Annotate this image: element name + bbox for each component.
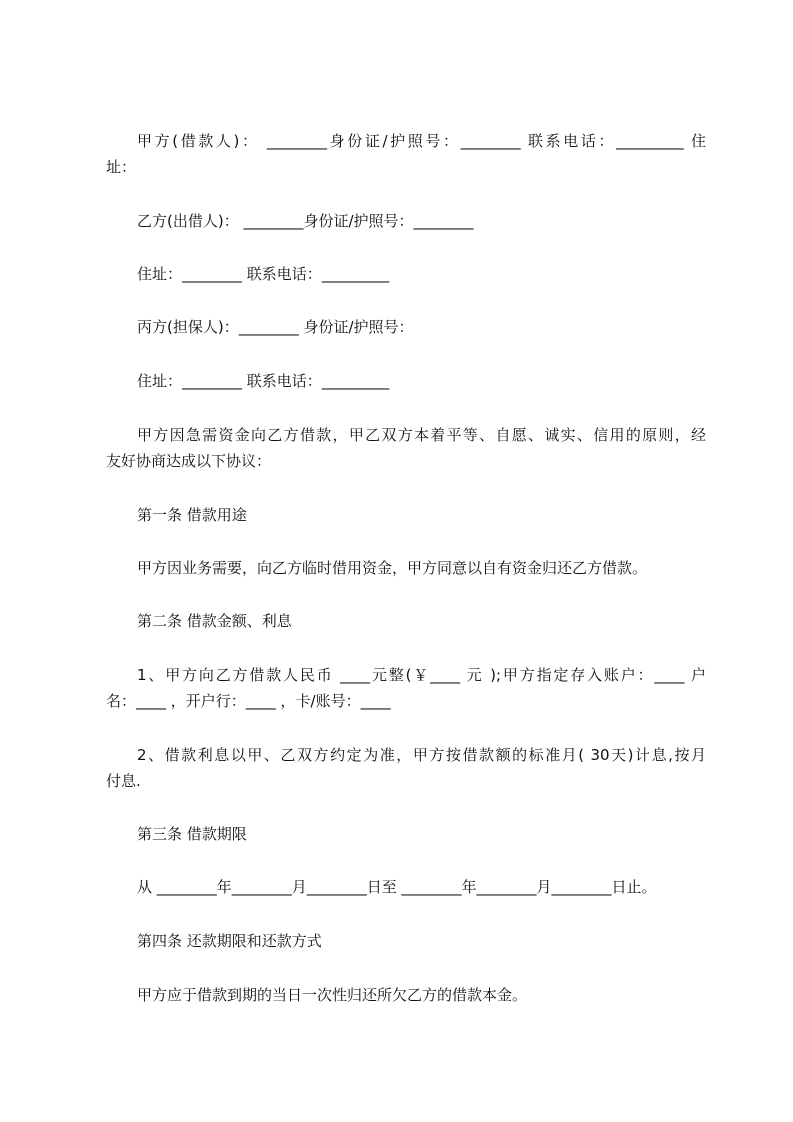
party-c-address-line: 住址：________ 联系电话：_________: [137, 372, 390, 390]
article-2-item-2: 2、借款利息以甲、乙双方约定为准，甲方按借款额的标准月( 30天)计息,按月: [137, 746, 706, 764]
article-2-item-1: 1、甲方向乙方借款人民币 ____元整(￥____ 元 );甲方指定存入账户：____ 户: [137, 666, 706, 684]
article-2-title: 第二条 借款金额、利息: [137, 612, 292, 630]
article-3-title: 第三条 借款期限: [137, 825, 247, 843]
article-2-item-2-cont: 付息.: [106, 772, 141, 790]
preamble-line: 甲方因急需资金向乙方借款，甲乙双方本着平等、自愿、诚实、信用的原则，经: [137, 426, 706, 444]
preamble-line-cont: 友好协商达成以下协议：: [106, 452, 272, 470]
party-b-address-line: 住址：________ 联系电话：_________: [137, 265, 390, 283]
party-c-line: 丙方(担保人)：________ 身份证/护照号：: [137, 318, 414, 336]
article-4-body: 甲方应于借款到期的当日一次性归还所欠乙方的借款本金。: [137, 986, 528, 1004]
party-a-line-cont: 址：: [106, 158, 137, 176]
article-1-title: 第一条 借款用途: [137, 506, 247, 524]
party-b-line: 乙方(出借人)： ________身份证/护照号：________: [137, 212, 474, 230]
article-3-body: 从 ________年________月________日至 ________年________月________日止。: [137, 878, 657, 896]
article-4-title: 第四条 还款期限和还款方式: [137, 932, 322, 950]
party-a-line: 甲方(借款人)： ________身份证/护照号：________ 联系电话：_________ 住: [137, 132, 706, 150]
article-1-body: 甲方因业务需要，向乙方临时借用资金，甲方同意以自有资金归还乙方借款。: [137, 559, 648, 577]
article-2-item-1-cont: 名：____ ，开户行：____ ，卡/账号：____: [106, 692, 391, 710]
